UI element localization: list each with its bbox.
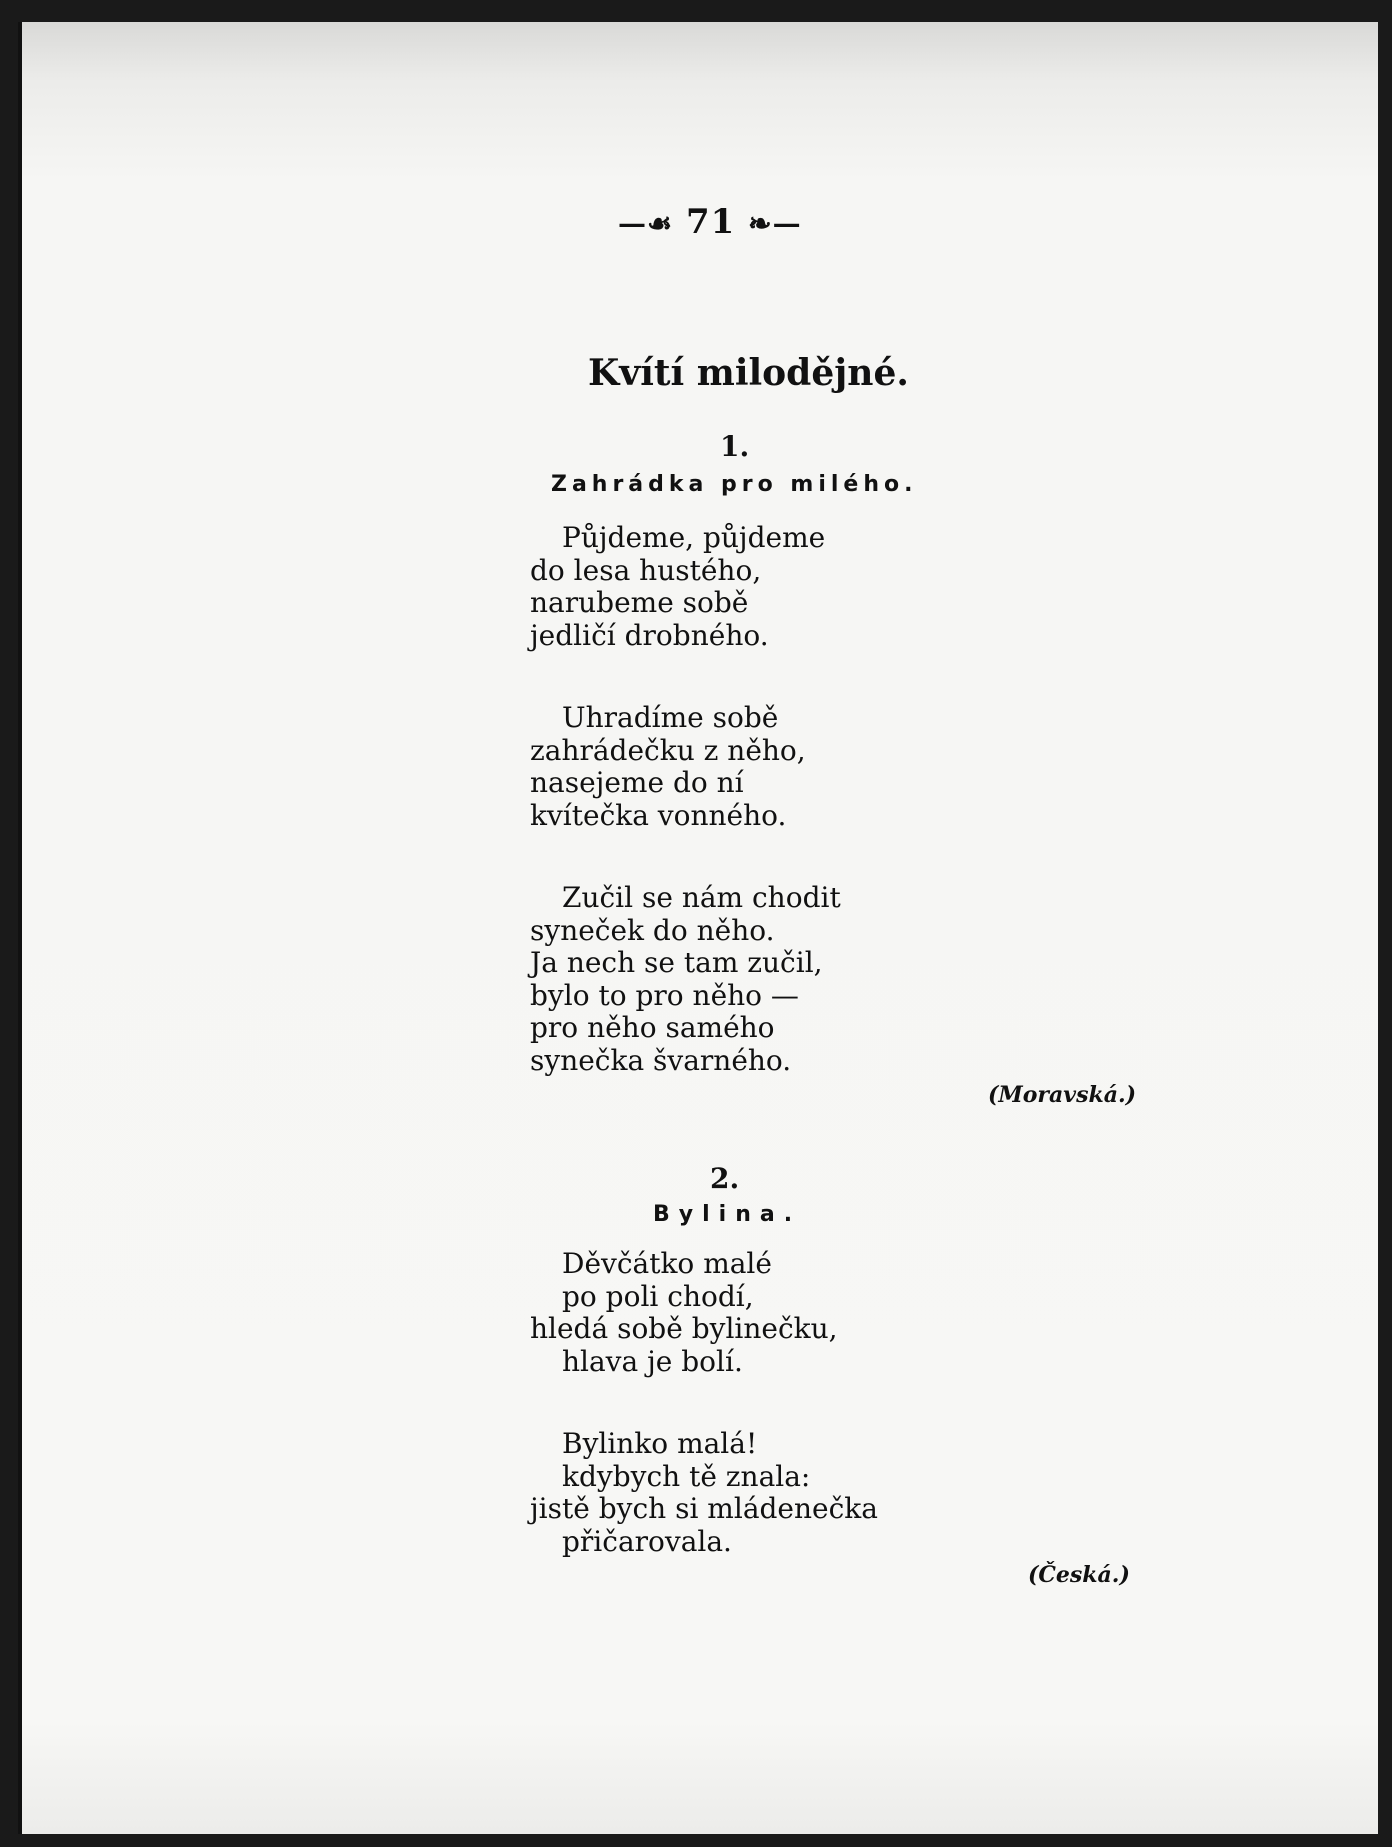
verse-line: hledá sobě bylinečku, — [530, 1312, 838, 1345]
page-number: 71 — [685, 202, 736, 242]
verse-line: přičarovala. — [562, 1524, 732, 1558]
verse-line: kdybych tě znala: — [562, 1459, 811, 1493]
verse-line: pro něho samého — [530, 1011, 775, 1044]
verse-line: bylo to pro něho — — [530, 978, 799, 1012]
verse-line: Půjdeme, půjdeme — [562, 521, 826, 554]
page-title: Kvítí milodějné. — [588, 352, 909, 394]
verse-line: jistě bych si mládenečka — [530, 1492, 878, 1525]
song-1-stanza-2 — [530, 702, 806, 832]
verse-line: do lesa hustého, — [530, 553, 762, 587]
verse-line: Děvčátko malé — [562, 1247, 772, 1280]
song-2-stanza-1 — [530, 1248, 838, 1378]
left-ornament-icon: —☙ — [618, 207, 674, 240]
verse-line: Ja nech se tam zučil, — [530, 946, 823, 979]
verse-line: syneček do něho. — [530, 913, 775, 947]
verse-line: jedličí drobného. — [530, 618, 769, 652]
song-2-subtitle: Bylina. — [653, 1202, 802, 1227]
verse-line: po poli chodí, — [562, 1279, 754, 1313]
song-1-stanza-1 — [530, 522, 825, 652]
verse-line: Zučil se nám chodit — [562, 881, 841, 914]
book-page — [18, 22, 1378, 1834]
verse-line: zahrádečku z něho, — [530, 733, 806, 767]
song-1-number: 1. — [720, 430, 750, 463]
song-2-source: (Česká.) — [1028, 1562, 1130, 1588]
verse-line: kvítečka vonného. — [530, 798, 787, 832]
song-1-subtitle: Zahrádka pro milého. — [551, 472, 918, 497]
page-number-header — [618, 202, 802, 242]
verse-line: Bylinko malá! — [562, 1427, 758, 1460]
right-ornament-icon: ❧— — [748, 207, 802, 240]
verse-line: hlava je bolí. — [562, 1344, 743, 1378]
song-2-stanza-2 — [530, 1428, 878, 1558]
song-2-number: 2. — [710, 1162, 740, 1195]
verse-line: Uhradíme sobě — [562, 701, 779, 734]
page-spine-edge — [18, 22, 22, 1834]
verse-line: synečka švarného. — [530, 1043, 792, 1077]
song-1-source: (Moravská.) — [988, 1082, 1137, 1108]
verse-line: nasejeme do ní — [530, 766, 744, 799]
verse-line: narubeme sobě — [530, 586, 749, 619]
song-1-stanza-3 — [530, 882, 841, 1077]
